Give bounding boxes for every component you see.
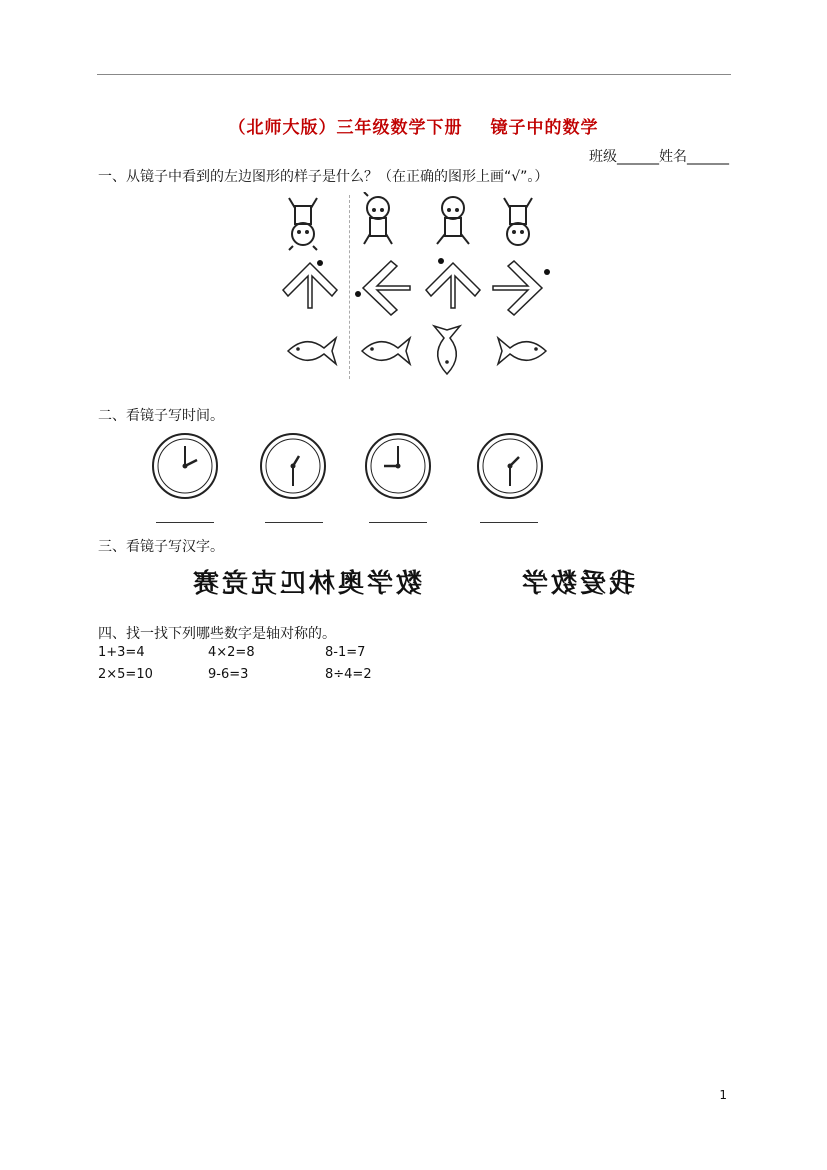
- monkey-icon: [364, 192, 392, 244]
- question-4: 四、找一找下列哪些数字是轴对称的。: [98, 626, 336, 642]
- fish-row: [280, 322, 580, 382]
- page-title: [0, 113, 827, 138]
- monkey-icon: [437, 197, 469, 244]
- arrow-icon: [493, 261, 550, 315]
- monkey-icon: [504, 198, 532, 245]
- answer-blank[interactable]: [369, 522, 427, 523]
- page-number: 1: [719, 1088, 727, 1102]
- clock-icon: [153, 434, 217, 498]
- answer-blank[interactable]: [156, 522, 214, 523]
- monkey-row: [275, 192, 635, 252]
- arrow-icon: [426, 258, 480, 308]
- equation[interactable]: 8÷4=2: [325, 667, 372, 682]
- arrow-icon: [283, 260, 337, 308]
- arrow-icon: [355, 261, 410, 315]
- equation[interactable]: 9-6=3: [208, 667, 249, 682]
- equation[interactable]: 8-1=7: [325, 645, 366, 660]
- title-part1: （北师大版）三年级数学下册: [228, 118, 463, 138]
- question-2: 二、看镜子写时间。: [98, 408, 224, 424]
- class-name-field[interactable]: 班级______姓名______: [589, 149, 729, 165]
- mirror-word-2: 我爱数学: [519, 569, 636, 599]
- question-1: 一、从镜子中看到的左边图形的样子是什么？（在正确的图形上画“√”。）: [98, 169, 549, 185]
- title-part2: 镜子中的数学: [490, 118, 599, 138]
- monkey-icon: [289, 198, 317, 250]
- clock-icon: [478, 434, 542, 498]
- equation[interactable]: 1+3=4: [98, 645, 145, 660]
- answer-blank[interactable]: [265, 522, 323, 523]
- question-3: 三、看镜子写汉字。: [98, 539, 224, 555]
- fish-icon: [288, 338, 336, 364]
- clock-row: [148, 428, 648, 508]
- top-rule: [97, 74, 731, 75]
- arrow-row: [275, 256, 575, 316]
- equation[interactable]: 4×2=8: [208, 645, 255, 660]
- answer-blank[interactable]: [480, 522, 538, 523]
- clock-icon: [366, 434, 430, 498]
- clock-icon: [261, 434, 325, 498]
- fish-icon: [498, 338, 546, 364]
- fish-icon: [362, 338, 410, 364]
- fish-icon: [434, 326, 460, 374]
- mirror-word-1: 数学奥林匹克竞赛: [190, 569, 423, 599]
- equation[interactable]: 2×5=10: [98, 667, 153, 682]
